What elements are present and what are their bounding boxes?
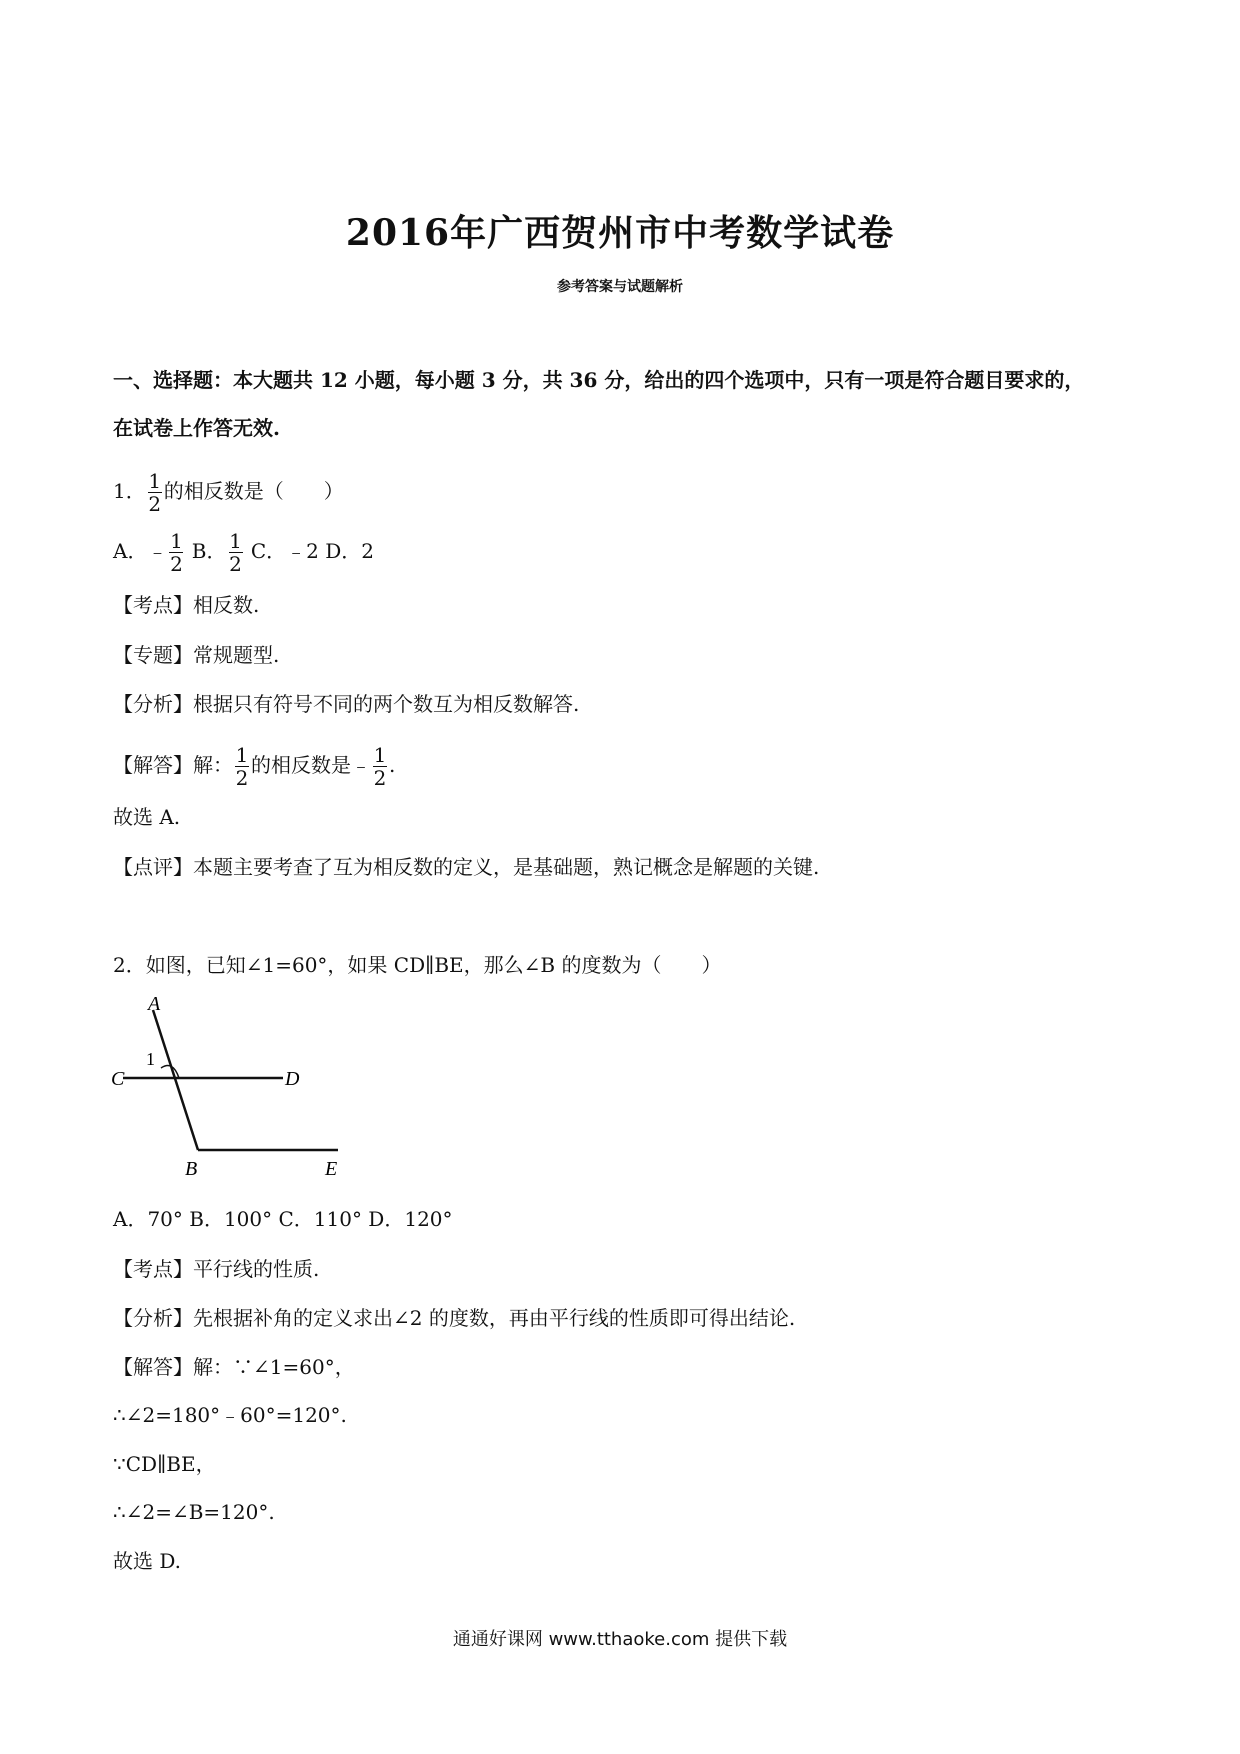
q2-stem: 2．如图，已知∠1=60°，如果 CD∥BE，那么∠B 的度数为（ ） xyxy=(113,953,722,977)
parallel-lines-figure xyxy=(111,993,353,1180)
q1-option-cd: C．﹣2 D．2 xyxy=(244,539,375,563)
angle-1-arc xyxy=(161,1066,179,1078)
page-footer: 通通好课网 www.tthaoke.com 提供下载 xyxy=(452,1629,788,1650)
q1-stem-text: 的相反数是（ ） xyxy=(163,479,344,503)
q1-answer: 故选 A. xyxy=(113,805,181,829)
q2-jieda: 【解答】解：∵∠1=60°， xyxy=(113,1355,355,1379)
q2-step1: ∴∠2=180°﹣60°=120°. xyxy=(113,1403,347,1427)
label-a: A xyxy=(148,993,161,1015)
section-heading-line2: 在试卷上作答无效. xyxy=(113,416,280,440)
section-heading-line1: 一、选择题：本大题共 12 小题，每小题 3 分，共 36 分，给出的四个选项中，只有一项是符合题目要求的， xyxy=(113,368,1085,392)
q1-fenxi: 【分析】根据只有符号不同的两个数互为相反数解答. xyxy=(113,692,580,716)
q1-option-a: A．﹣ xyxy=(113,539,168,563)
q1-fraction: $\frac{1}{2}$ xyxy=(148,469,162,516)
q1-number: 1． xyxy=(113,479,146,503)
label-d: D xyxy=(285,1068,300,1090)
label-b: B xyxy=(185,1158,198,1180)
q2-kaodian: 【考点】平行线的性质. xyxy=(113,1257,320,1281)
q1-option-b: B． xyxy=(185,539,227,563)
q2-step3: ∴∠2=∠B=120°. xyxy=(113,1500,275,1524)
q2-step2: ∵CD∥BE， xyxy=(113,1452,216,1476)
label-e: E xyxy=(325,1158,338,1180)
q2-answer: 故选 D. xyxy=(113,1549,182,1573)
label-angle-1: 1 xyxy=(146,1049,155,1069)
line-ab xyxy=(153,1010,198,1150)
q1-zhuanti: 【专题】常规题型. xyxy=(113,643,280,667)
q1-dianping: 【点评】本题主要考查了互为相反数的定义，是基础题，熟记概念是解题的关键. xyxy=(113,855,820,879)
q1-stem xyxy=(113,470,344,515)
label-c: C xyxy=(111,1068,125,1090)
q2-options: A．70° B．100° C．110° D．120° xyxy=(113,1207,453,1231)
q2-fenxi: 【分析】先根据补角的定义求出∠2 的度数，再由平行线的性质即可得出结论. xyxy=(113,1306,796,1330)
page-subtitle: 参考答案与试题解析 xyxy=(557,279,683,295)
q1-kaodian: 【考点】相反数. xyxy=(113,593,260,617)
q1-options: A．﹣ $\frac{1}{2}$ B． $\frac{1}{2}$ C．﹣2 D．2 xyxy=(113,529,375,576)
page-title: 2016年广西贺州市中考数学试卷 xyxy=(345,212,895,254)
q1-jieda: 【解答】解： $\frac{1}{2}$ 的相反数是﹣ $\frac{1}{2}$ . xyxy=(113,743,396,790)
